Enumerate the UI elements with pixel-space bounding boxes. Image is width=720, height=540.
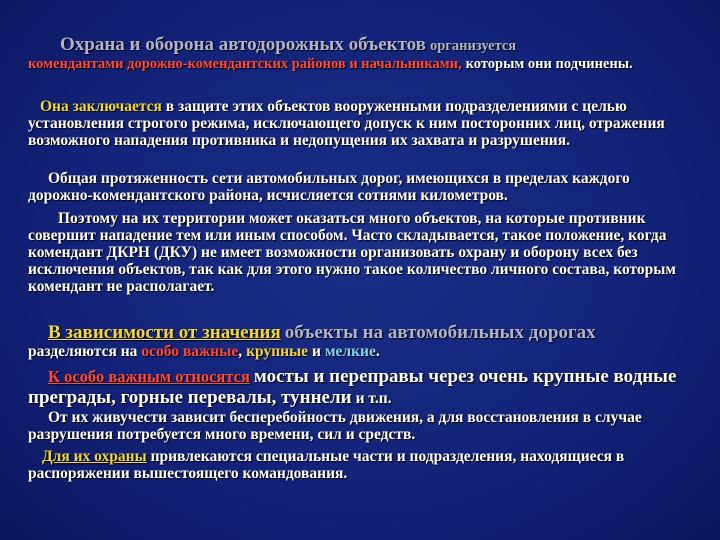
p8-lead: Для их охраны xyxy=(42,448,147,465)
p6-body: мосты и переправы через очень крупные водные преграды, горные перевалы, туннели xyxy=(28,366,677,408)
p7-body: От их живучести зависит бесперебойность движения, а для восстановления в случае разрушения потребуется много времени, сил и средств. xyxy=(28,409,642,443)
p5-especially-important: особо важные xyxy=(141,343,239,360)
p5-lead: В зависимости от значения xyxy=(48,322,281,343)
p5-period: . xyxy=(375,343,380,360)
p8-body: привлекаются специальные части и подразделения, находящиеся в распоряжении вышестоящего командования. xyxy=(28,448,625,482)
p5-comma: , xyxy=(238,343,243,360)
paragraph-4 xyxy=(28,210,696,295)
p5-small: мелкие xyxy=(324,343,376,360)
p5-divided: разделяются на xyxy=(28,343,138,360)
p6-etc: и т.п. xyxy=(355,390,392,407)
p4-body: Поэтому на их территории может оказаться много объектов, на которые противник совершит нападение тем или иным способом. Часто складывается, такое положение, когда комендант ДКРН (ДКУ) не имеет возможности организовать охрану и оборону всех без исключения объектов, так как для этого нужно такое количество личного состава, которым комендант не располагает. xyxy=(28,210,676,295)
p5-objects: объекты на автомобильных дорогах xyxy=(284,322,596,343)
p5-large: крупные xyxy=(246,343,309,360)
p1-commanders: комендантами дорожно-комендантских районов и начальниками, xyxy=(28,56,462,72)
paragraph-3 xyxy=(28,170,696,204)
p1-tail: которым они подчинены. xyxy=(465,56,633,72)
p5-and: и xyxy=(312,343,321,360)
paragraph-5 xyxy=(28,322,696,361)
p2-lead: Она заключается xyxy=(40,98,162,115)
p2-body: в защите этих объектов вооруженными подразделениями с целью установления строгого режима, исключающего допуск к ним посторонних лиц, отражения возможного нападения противника и недопущения их захвата и разрушения. xyxy=(28,98,665,149)
paragraph-1 xyxy=(28,34,696,73)
p3-body: Общая протяженность сети автомобильных дорог, имеющихся в пределах каждого дорожно-комендантского района, исчисляется сотнями километров. xyxy=(28,170,630,204)
p6-lead: К особо важным относятся xyxy=(48,367,250,386)
paragraph-8 xyxy=(28,448,696,482)
paragraph-6 xyxy=(28,366,696,408)
paragraph-7 xyxy=(28,409,696,443)
p1-heading: Охрана и оборона автодорожных объектов xyxy=(60,34,426,55)
paragraph-2 xyxy=(28,98,696,149)
p1-verb: организуется xyxy=(429,38,517,54)
